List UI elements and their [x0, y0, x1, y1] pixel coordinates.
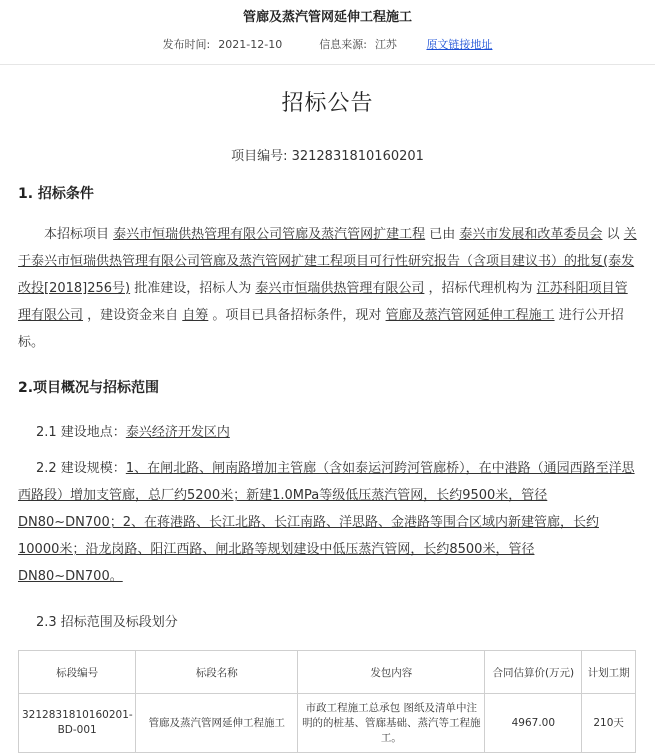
- column-header: 标段编号: [19, 651, 136, 694]
- text-run: 批准建设，招标人为: [130, 281, 256, 296]
- section-1-paragraph: [18, 221, 638, 356]
- original-link[interactable]: 原文链接地址: [426, 38, 493, 51]
- text-run: ，建设资金来自: [83, 308, 183, 323]
- text-run: 进行公开招标。: [18, 308, 624, 350]
- header-title: 管廊及蒸汽管网延伸工程施工: [242, 10, 412, 25]
- text-run: 已由: [425, 227, 460, 242]
- project-number-label: 项目编号:: [231, 149, 288, 164]
- bid-sections-table: [18, 650, 636, 753]
- scale-value: 1、在闸北路、闸南路增加主管廊（含如泰运河跨河管廊桥），在中港路（通园西路至洋思西路段）增加支管廊，总厂约5200米；新建1.0MPa等级低压蒸汽管网，长约9500米，管径DN80~DN700；2、在蒋港路、长江北路、长江南路、洋思路、金港路等围合区域内新建管廊，长约10000米；沿龙岗路、阳江西路、闸北路等规划建设中低压蒸汽管网，长约8500米，管径DN80~DN700。: [18, 461, 635, 584]
- text-run: ，招标代理机构为: [424, 281, 537, 296]
- fund-source: 自筹: [182, 308, 209, 323]
- agent: 江苏科阳项目管理有限公司: [18, 281, 628, 323]
- approval-document: 关于泰兴市恒瑞供热管理有限公司管廊及蒸汽管网扩建工程项目可行性研究报告（含项目建议书）的批复(泰发改投[2018]256号): [18, 227, 637, 296]
- source-label: 信息来源:: [319, 38, 367, 51]
- location-value: 泰兴经济开发区内: [125, 425, 230, 440]
- column-header: 计划工期: [582, 651, 636, 694]
- column-header: 合同估算价(万元): [485, 651, 582, 694]
- estimated-price: 4967.00: [485, 694, 582, 753]
- scope-heading: 2.3 招标范围及标段划分: [36, 615, 178, 630]
- source-value: 江苏: [374, 38, 397, 51]
- project-number: [0, 145, 655, 164]
- planned-duration: 210天: [582, 694, 636, 753]
- section-2-heading: 2.项目概况与招标范围: [18, 380, 160, 396]
- bid-project: 管廊及蒸汽管网延伸工程施工: [385, 308, 555, 323]
- page-header: [0, 0, 655, 65]
- project-number-value: 3212831810160201: [291, 149, 424, 164]
- table-header-row: [19, 651, 636, 694]
- location-line: [36, 421, 230, 440]
- column-header: 发包内容: [298, 651, 485, 694]
- document-title: 招标公告: [281, 91, 374, 116]
- header-meta: [0, 36, 655, 52]
- approver: 泰兴市发展和改革委员会: [459, 227, 603, 242]
- text-run: 本招标项目: [44, 227, 114, 242]
- publish-label: 发布时间:: [162, 38, 211, 51]
- section-name: 管廊及蒸汽管网延伸工程施工: [136, 694, 298, 753]
- scale-label: 2.2 建设规模：: [36, 461, 126, 476]
- section-code: 3212831810160201-BD-001: [19, 694, 136, 753]
- table-row: [19, 694, 636, 753]
- text-run: 。项目已具备招标条件，现对: [208, 308, 386, 323]
- column-header: 标段名称: [136, 651, 298, 694]
- scale-paragraph: [18, 455, 638, 590]
- section-content: 市政工程施工总承包 图纸及清单中注明的的桩基、管廊基础、蒸汽等工程施工。: [298, 694, 485, 753]
- tenderer: 泰兴市恒瑞供热管理有限公司: [255, 281, 425, 296]
- publish-date: 2021-12-10: [218, 38, 283, 51]
- text-run: 以: [602, 227, 624, 242]
- project-name: 泰兴市恒瑞供热管理有限公司管廊及蒸汽管网扩建工程: [113, 227, 426, 242]
- section-1-heading: 1. 招标条件: [18, 186, 94, 202]
- location-label: 2.1 建设地点：: [36, 425, 126, 440]
